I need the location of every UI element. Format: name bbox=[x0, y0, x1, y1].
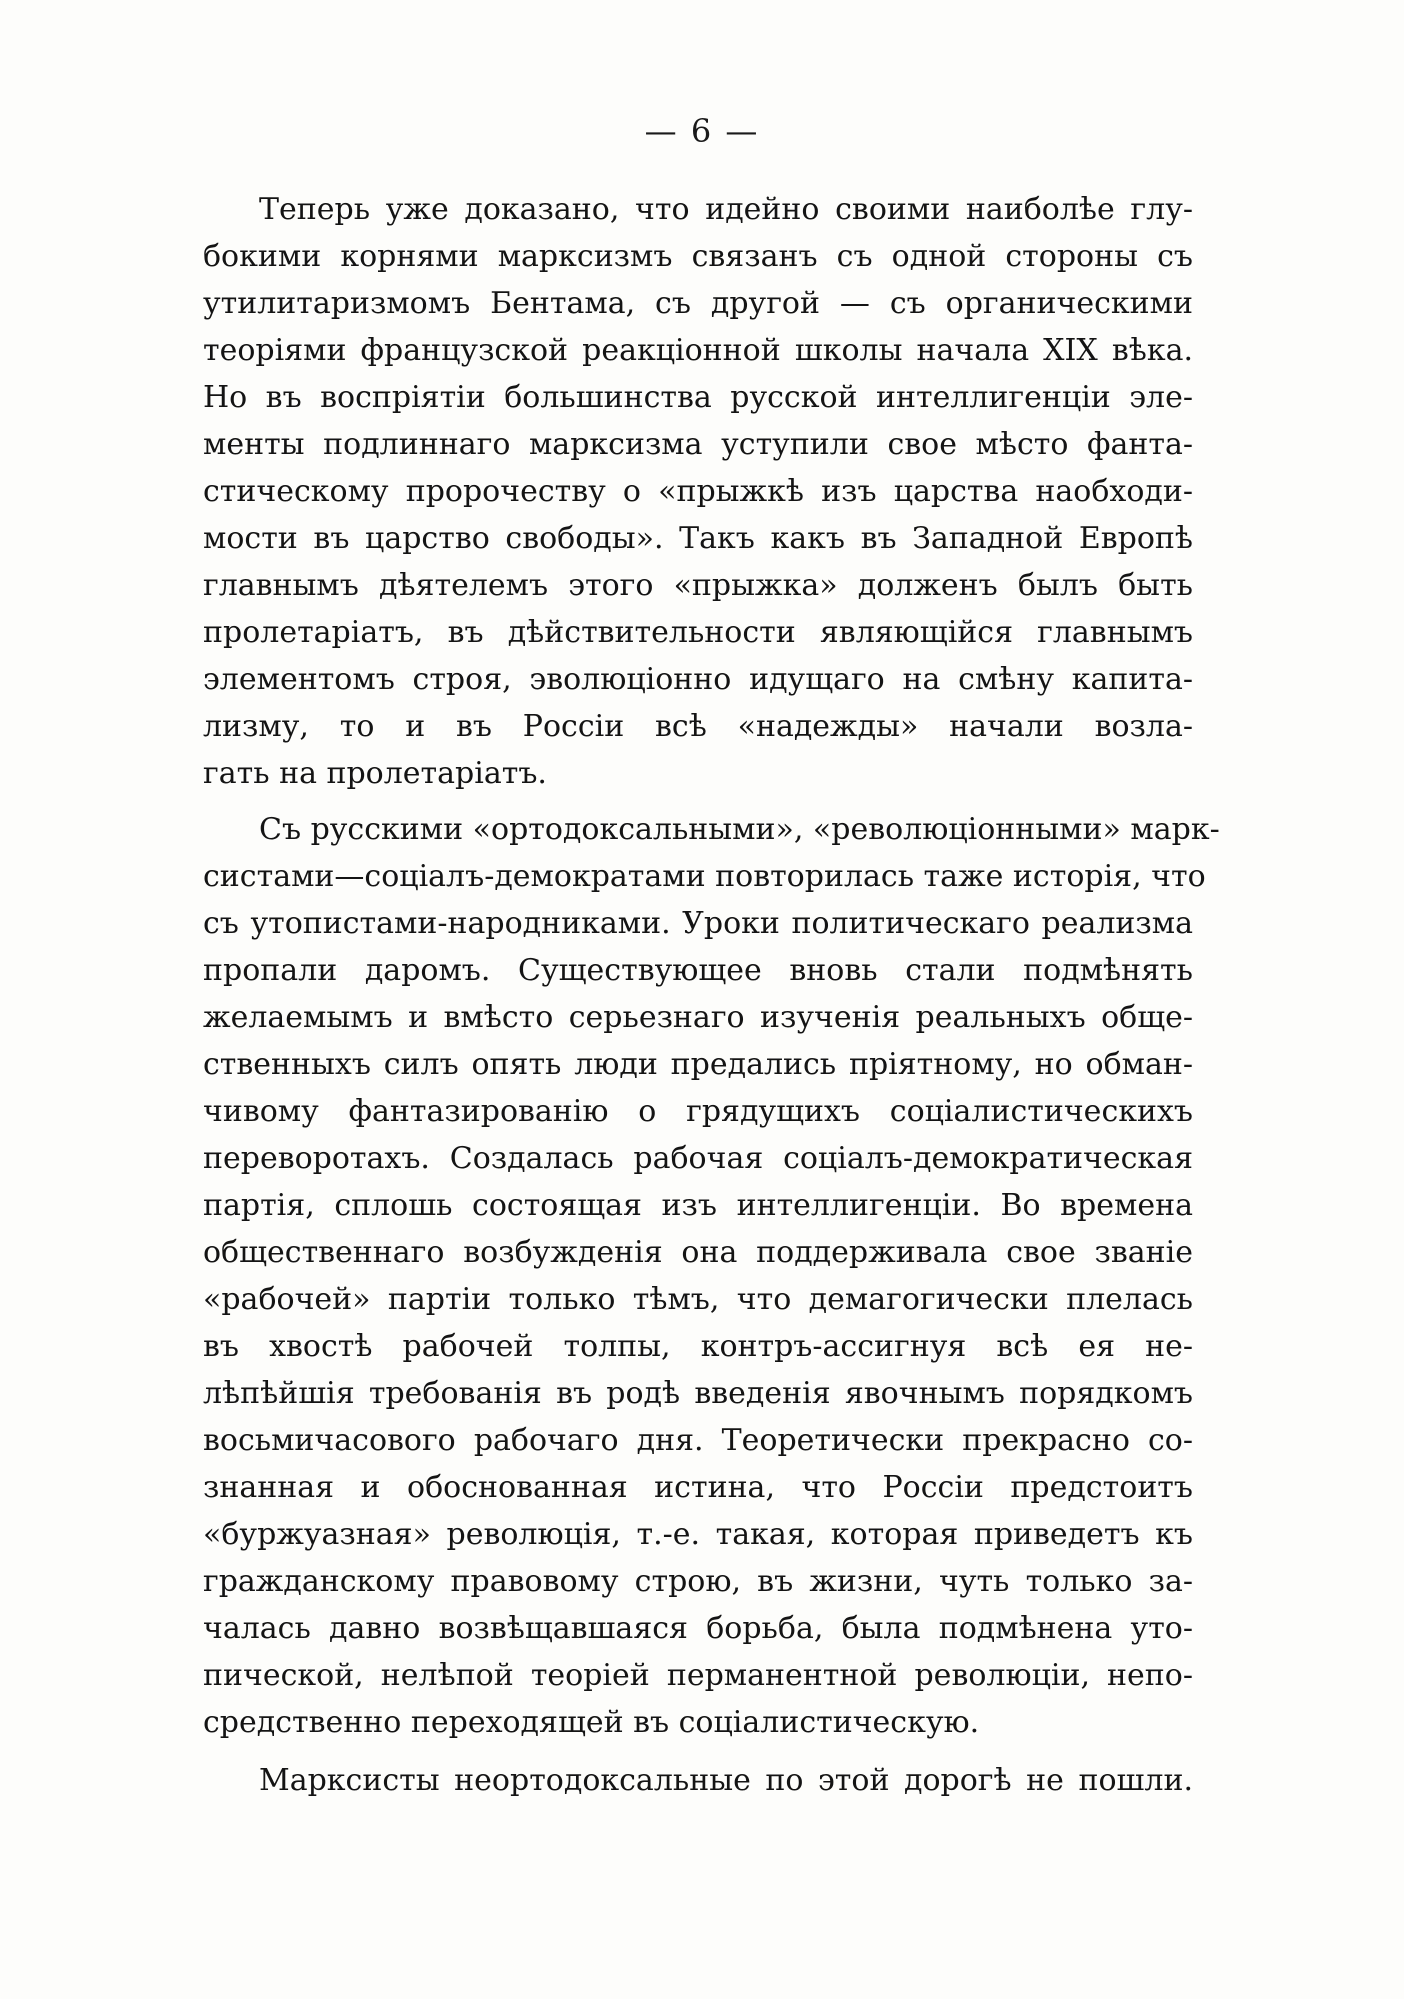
text-line: «рабочей» партіи только тѣмъ, что демагогически плелась bbox=[203, 1282, 1193, 1317]
text-line: систами—соціалъ-демократами повторилась таже исторія, что bbox=[203, 859, 1206, 894]
text-line: переворотахъ. Создалась рабочая соціалъ-демократическая bbox=[203, 1141, 1193, 1176]
text-line: гражданскому правовому строю, въ жизни, чуть только за- bbox=[203, 1564, 1193, 1599]
text-line: лѣпѣйшія требованія въ родѣ введенія явочнымъ порядкомъ bbox=[203, 1376, 1193, 1411]
text-line: чалась давно возвѣщавшаяся борьба, была подмѣнена уто- bbox=[203, 1611, 1193, 1646]
text-line: ственныхъ силъ опять люди предались пріятному, но обман- bbox=[203, 1047, 1193, 1082]
text-line: въ хвостѣ рабочей толпы, контръ-ассигнуя всѣ ея не- bbox=[203, 1329, 1193, 1364]
text-line: чивому фантазированію о грядущихъ соціалистическихъ bbox=[203, 1094, 1193, 1129]
text-line: Марксисты неортодоксальные по этой дорогѣ не пошли. bbox=[259, 1763, 1193, 1798]
text-line: мости въ царство свободы». Такъ какъ въ Западной Европѣ bbox=[203, 521, 1193, 556]
text-line: съ утопистами-народниками. Уроки политическаго реализма bbox=[203, 906, 1193, 941]
text-line: пической, нелѣпой теоріей перманентной революціи, непо- bbox=[203, 1658, 1193, 1693]
text-line: средственно переходящей въ соціалистическую. bbox=[203, 1705, 980, 1740]
text-line: Но въ воспріятіи большинства русской интеллигенціи эле- bbox=[203, 380, 1193, 415]
text-line: восьмичасового рабочаго дня. Теоретически прекрасно со- bbox=[203, 1423, 1193, 1458]
text-line: пропали даромъ. Существующее вновь стали подмѣнять bbox=[203, 953, 1193, 988]
text-line: теоріями французской реакціонной школы начала XIX вѣка. bbox=[203, 333, 1193, 368]
text-line: лизму, то и въ Россіи всѣ «надежды» начали возла- bbox=[203, 709, 1193, 744]
text-line: утилитаризмомъ Бентама, съ другой — съ органическими bbox=[203, 286, 1193, 321]
text-line: пролетаріатъ, въ дѣйствительности являющійся главнымъ bbox=[203, 615, 1193, 650]
text-line: бокими корнями марксизмъ связанъ съ одной стороны съ bbox=[203, 239, 1193, 274]
text-line: главнымъ дѣятелемъ этого «прыжка» долженъ былъ быть bbox=[203, 568, 1193, 603]
text-line: элементомъ строя, эволюціонно идущаго на смѣну капита- bbox=[203, 662, 1193, 697]
text-line: менты подлиннаго марксизма уступили свое мѣсто фанта- bbox=[203, 427, 1193, 462]
text-line: общественнаго возбужденія она поддерживала свое званіе bbox=[203, 1235, 1193, 1270]
text-line: знанная и обоснованная истина, что Россіи предстоитъ bbox=[203, 1470, 1193, 1505]
page-number: — 6 — bbox=[644, 112, 760, 150]
text-line: гать на пролетаріатъ. bbox=[203, 756, 547, 791]
text-line: Съ русскими «ортодоксальными», «революціонными» марк- bbox=[259, 812, 1220, 847]
text-line: Теперь уже доказано, что идейно своими наиболѣе глу- bbox=[259, 192, 1193, 227]
text-line: желаемымъ и вмѣсто серьезнаго изученія реальныхъ обще- bbox=[203, 1000, 1193, 1035]
text-line: стическому пророчеству о «прыжкѣ изъ царства наобходи- bbox=[203, 474, 1193, 509]
text-line: партія, сплошь состоящая изъ интеллигенціи. Во времена bbox=[203, 1188, 1193, 1223]
text-line: «буржуазная» революція, т.-е. такая, которая приведетъ къ bbox=[203, 1517, 1193, 1552]
